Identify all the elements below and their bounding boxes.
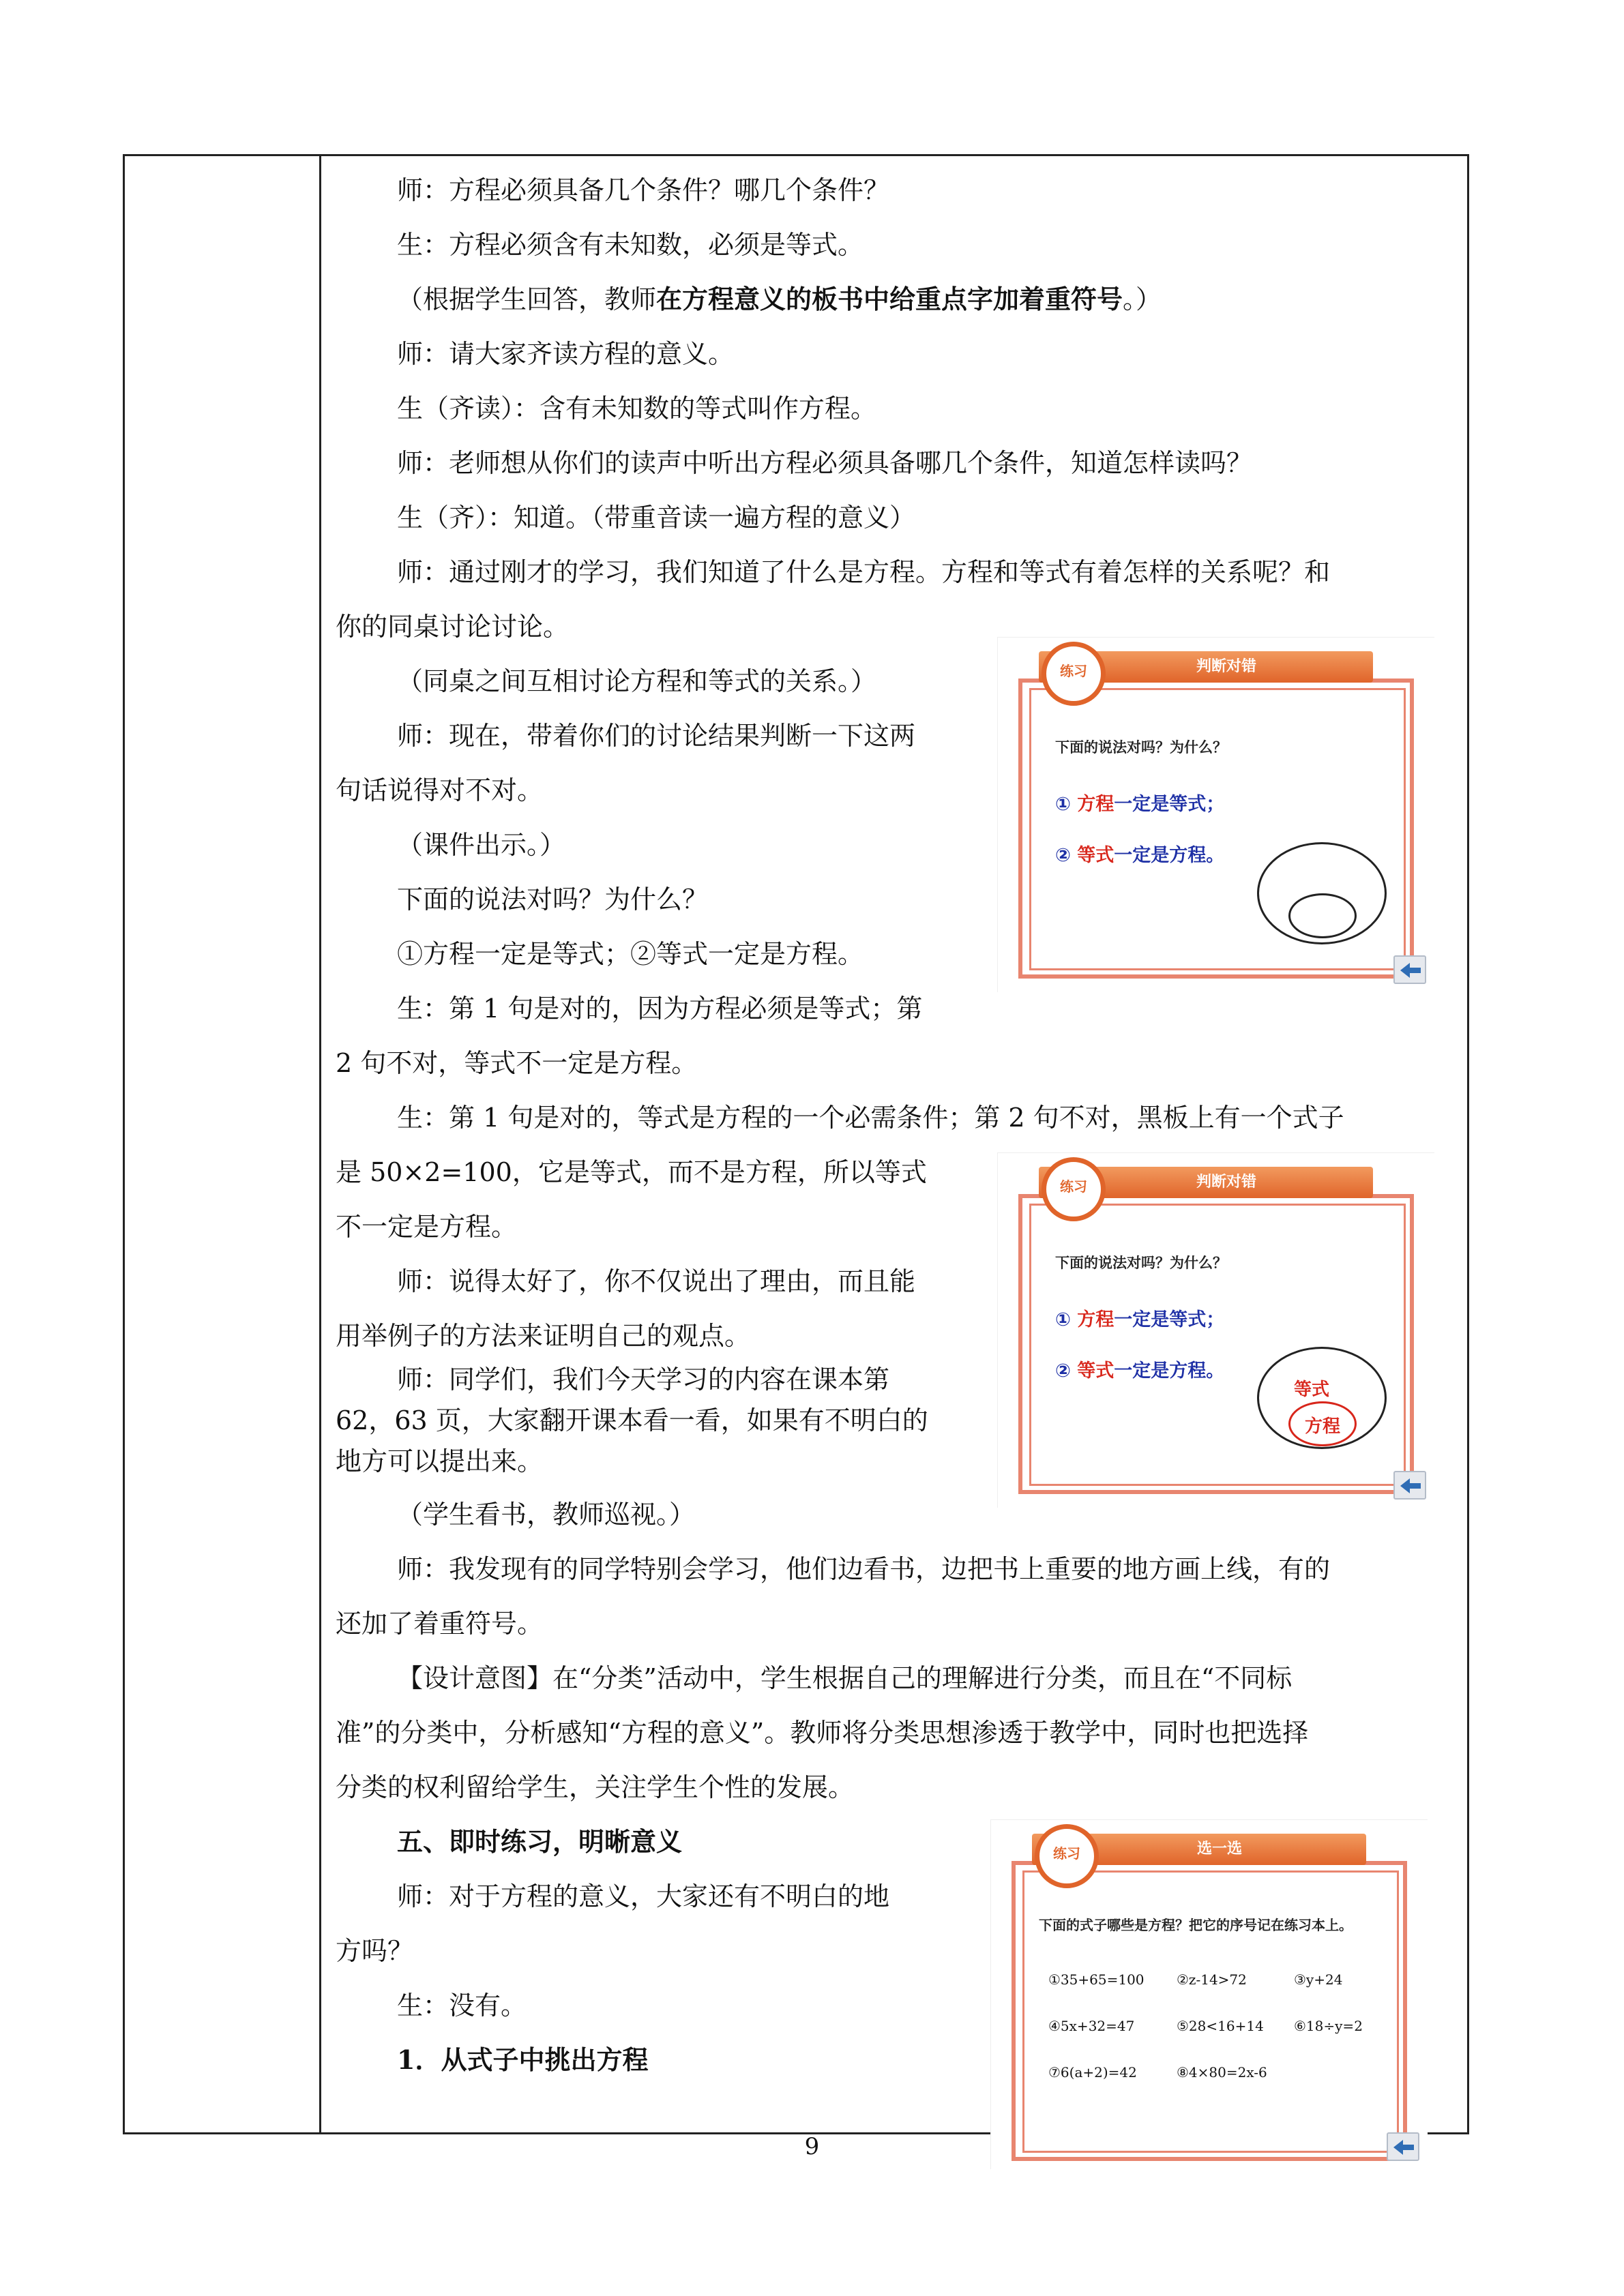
text-line: 师：请大家齐读方程的意义。 xyxy=(397,339,735,369)
option-7: ⑦6(a+2)=42 xyxy=(1048,2064,1137,2081)
statement-2: ② 等式一定是方程。 xyxy=(1055,845,1225,866)
text-line: 生：第 1 句是对的，因为方程必须是等式；第 xyxy=(397,994,923,1024)
section-heading: 五、即时练习，明晰意义 xyxy=(397,1826,683,1857)
option-4: ④5x+32=47 xyxy=(1048,2018,1135,2034)
text-line: 句话说得对不对。 xyxy=(336,775,544,805)
text-line: 分类的权利留给学生，关注学生个性的发展。 xyxy=(336,1772,855,1802)
venn-inner-ellipse xyxy=(1288,893,1357,938)
text-line: 下面的说法对吗？为什么？ xyxy=(397,884,709,914)
slide-judge-1 xyxy=(997,637,1434,992)
text-line: 不一定是方程。 xyxy=(336,1212,518,1242)
option-6: ⑥18÷y=2 xyxy=(1294,2018,1363,2034)
text-line: 【设计意图】在“分类”活动中，学生根据自己的理解进行分类，而且在“不同标 xyxy=(397,1663,1293,1693)
text-line: 地方可以提出来。 xyxy=(336,1446,544,1476)
slide-select xyxy=(990,1819,1428,2169)
slide-question: 下面的说法对吗？为什么？ xyxy=(1055,739,1227,756)
text-line: 准”的分类中，分析感知“方程的意义”。教师将分类思想渗透于教学中，同时也把选择 xyxy=(336,1718,1309,1748)
text-line: 你的同桌讨论讨论。 xyxy=(336,612,570,642)
text-line: 用举例子的方法来证明自己的观点。 xyxy=(336,1321,751,1351)
subsection-heading: 1．从式子中挑出方程 xyxy=(397,2044,649,2075)
text-line: 师：说得太好了，你不仅说出了理由，而且能 xyxy=(397,1266,916,1296)
slide-title: 选一选 xyxy=(1032,1834,1366,1865)
slide-title: 判断对错 xyxy=(1039,1167,1373,1198)
slide-question: 下面的式子哪些是方程？把它的序号记在练习本上。 xyxy=(1039,1917,1353,1933)
slide-title: 判断对错 xyxy=(1039,651,1373,683)
text-line: 生：没有。 xyxy=(397,1991,527,2021)
option-3: ③y+24 xyxy=(1294,1971,1343,1988)
option-1: ①35+65=100 xyxy=(1048,1971,1145,1988)
text-line: 师：现在，带着你们的讨论结果判断一下这两 xyxy=(397,721,916,751)
text-line: 还加了着重符号。 xyxy=(336,1609,544,1639)
text-line: 是 50×2=100，它是等式，而不是方程，所以等式 xyxy=(336,1157,927,1187)
text-line: 生（齐读）：含有未知数的等式叫作方程。 xyxy=(397,393,877,423)
text-line: 师：同学们，我们今天学习的内容在课本第 xyxy=(397,1365,890,1395)
text-line: 生：方程必须含有未知数，必须是等式。 xyxy=(397,230,864,260)
statement-1: ① 方程一定是等式； xyxy=(1055,794,1225,815)
text-line: 62，63 页，大家翻开课本看一看，如果有不明白的 xyxy=(336,1405,928,1435)
option-5: ⑤28<16+14 xyxy=(1177,2018,1264,2034)
text-line: 生：第 1 句是对的，等式是方程的一个必需条件；第 2 句不对，黑板上有一个式子 xyxy=(397,1103,1344,1133)
slide-judge-2 xyxy=(997,1152,1434,1508)
table-column-divider xyxy=(319,154,321,2134)
text-line: 师：对于方程的意义，大家还有不明白的地 xyxy=(397,1881,890,1911)
practice-badge: 练习 xyxy=(1035,1824,1099,1888)
practice-badge: 练习 xyxy=(1042,1157,1106,1221)
back-arrow-icon[interactable] xyxy=(1393,1471,1426,1500)
text-segment: （根据学生回答，教师 xyxy=(397,284,657,314)
practice-badge: 练习 xyxy=(1042,642,1106,706)
emphasized-text: 在方程意义的板书中给重点字加着重符号 xyxy=(656,284,1123,314)
text-line: （学生看书，教师巡视。） xyxy=(397,1500,696,1530)
text-line: （课件出示。） xyxy=(397,830,566,860)
venn-inner-label: 方程 xyxy=(1305,1416,1341,1437)
text-line: 方吗？ xyxy=(336,1936,414,1966)
text-line: 师：我发现有的同学特别会学习，他们边看书，边把书上重要的地方画上线，有的 xyxy=(397,1554,1331,1584)
text-line: 师：通过刚才的学习，我们知道了什么是方程。方程和等式有着怎样的关系呢？和 xyxy=(397,557,1331,587)
text-line: 师：方程必须具备几个条件？哪几个条件？ xyxy=(397,175,890,205)
text-segment: 。） xyxy=(1123,284,1162,314)
slide-question: 下面的说法对吗？为什么？ xyxy=(1055,1255,1227,1271)
option-8: ⑧4×80=2x-6 xyxy=(1177,2064,1267,2081)
statement-2: ② 等式一定是方程。 xyxy=(1055,1360,1225,1382)
text-line: 师：老师想从你们的读声中听出方程必须具备哪几个条件，知道怎样读吗？ xyxy=(397,448,1253,478)
text-line: ①方程一定是等式；②等式一定是方程。 xyxy=(397,939,864,969)
slide-frame-inner xyxy=(1022,1870,1399,2153)
text-line xyxy=(397,282,1162,316)
text-line: 生（齐）：知道。（带重音读一遍方程的意义） xyxy=(397,503,916,533)
back-arrow-icon[interactable] xyxy=(1393,955,1426,984)
statement-1: ① 方程一定是等式； xyxy=(1055,1309,1225,1330)
option-2: ②z-14>72 xyxy=(1177,1971,1247,1988)
text-line: 2 句不对，等式不一定是方程。 xyxy=(336,1048,698,1078)
text-line: （同桌之间互相讨论方程和等式的关系。） xyxy=(397,666,877,696)
page-number: 9 xyxy=(804,2133,820,2160)
venn-outer-label: 等式 xyxy=(1294,1380,1330,1400)
